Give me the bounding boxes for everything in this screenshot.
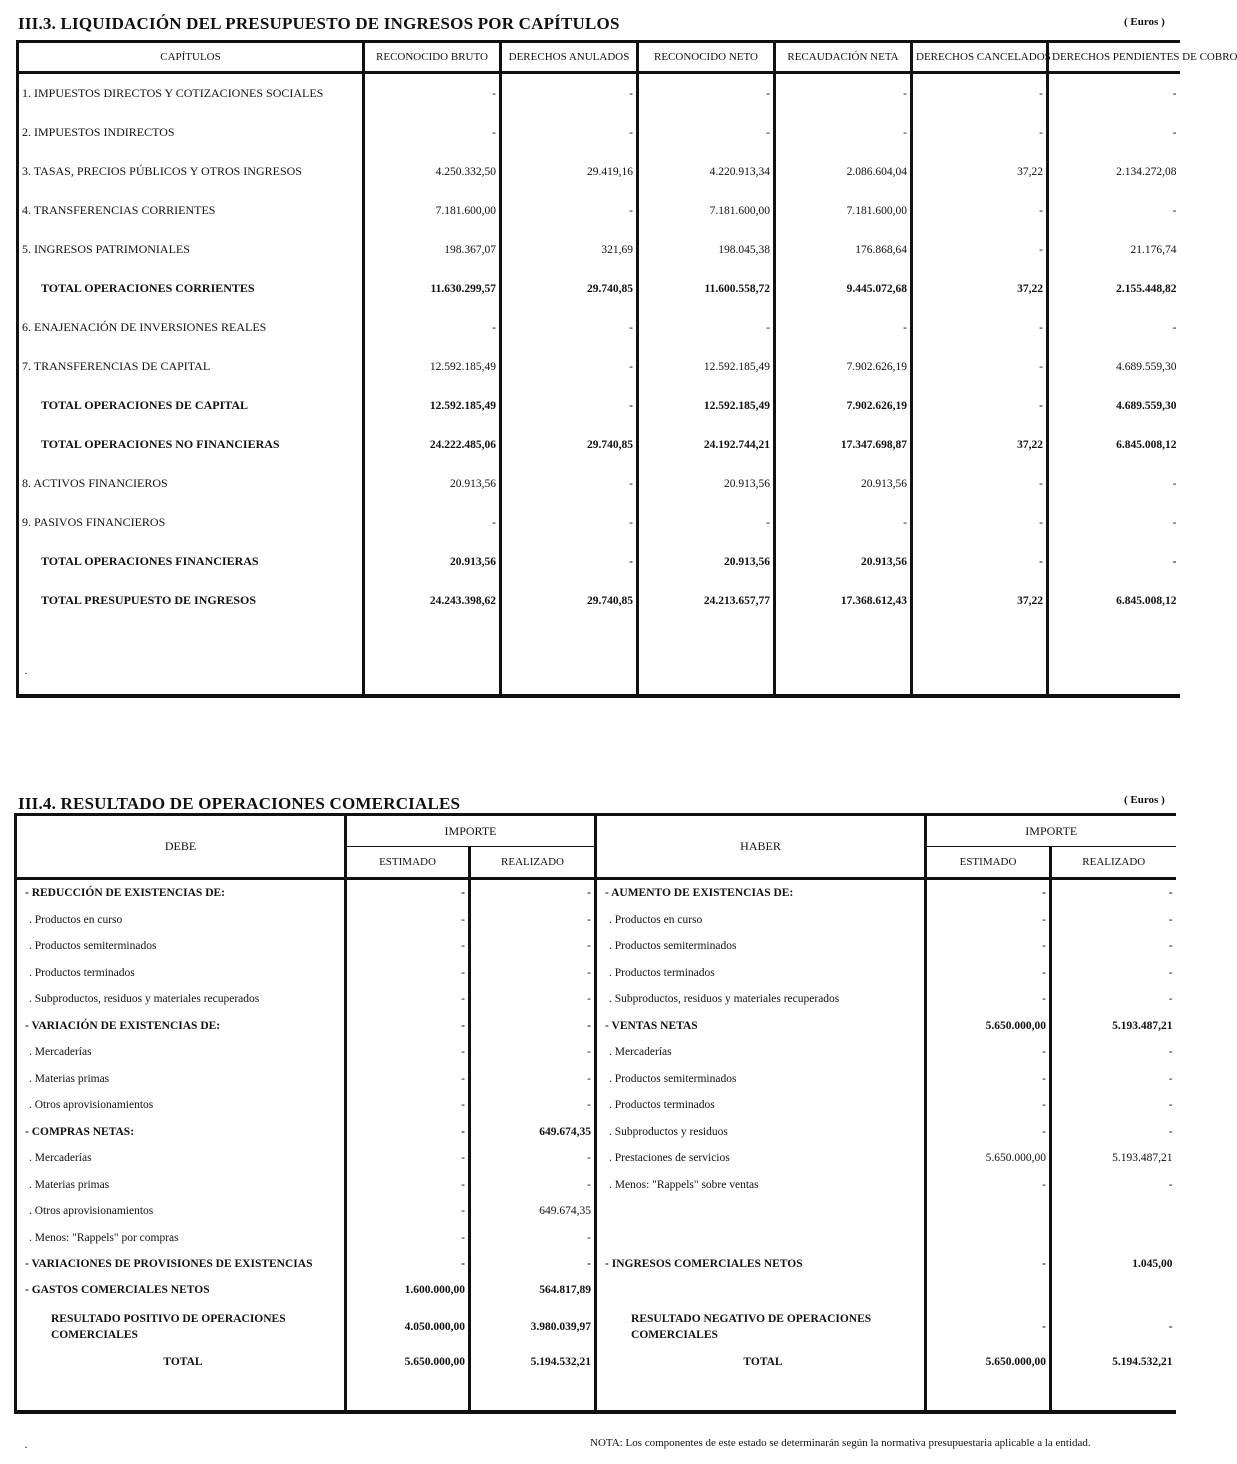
stray-mark: · bbox=[24, 666, 28, 680]
cell-value: - bbox=[912, 464, 1048, 503]
debe-realizado: - bbox=[470, 1172, 596, 1199]
table-row bbox=[16, 1225, 1176, 1252]
debe-label: - REDUCCIÓN DE EXISTENCIAS DE: bbox=[16, 879, 346, 907]
table-row bbox=[18, 269, 1180, 308]
haber-realizado bbox=[1051, 1198, 1176, 1225]
debe-label: RESULTADO POSITIVO DE OPERACIONES COMERCIALES bbox=[16, 1302, 346, 1352]
cell-value: 29.740,85 bbox=[501, 581, 638, 620]
debe-realizado: - bbox=[470, 933, 596, 960]
cell-value: - bbox=[912, 191, 1048, 230]
cell-value: 4.250.332,50 bbox=[364, 152, 501, 191]
cell-value: 20.913,56 bbox=[638, 542, 775, 581]
haber-estimado: - bbox=[926, 907, 1051, 934]
debe-realizado: - bbox=[470, 986, 596, 1013]
debe-realizado: - bbox=[470, 1251, 596, 1278]
table-row bbox=[18, 581, 1180, 620]
cell-value: 6.845.008,12 bbox=[1116, 594, 1177, 607]
haber-realizado: - bbox=[1168, 940, 1173, 953]
table-row bbox=[18, 113, 1180, 152]
haber-estimado: - bbox=[926, 960, 1051, 987]
cell-value: - bbox=[501, 347, 638, 386]
section1-title: III.3. LIQUIDACIÓN DEL PRESUPUESTO DE INGRESOS POR CAPÍTULOS bbox=[18, 14, 620, 33]
debe-realizado: 564.817,89 bbox=[470, 1278, 596, 1302]
col-header-1: RECONOCIDO BRUTO bbox=[364, 42, 501, 73]
row-label: 7. TRANSFERENCIAS DE CAPITAL bbox=[18, 347, 364, 386]
cell-value: 12.592.185,49 bbox=[364, 386, 501, 425]
cell-value: - bbox=[364, 503, 501, 542]
cell-value: 37,22 bbox=[912, 425, 1048, 464]
table-row bbox=[18, 230, 1180, 269]
haber-estimado: - bbox=[926, 1119, 1051, 1146]
cell-value: 24.222.485,06 bbox=[364, 425, 501, 464]
haber-label: . Subproductos, residuos y materiales recuperados bbox=[596, 986, 926, 1013]
table-row bbox=[16, 1251, 1176, 1278]
cell-value: - bbox=[638, 503, 775, 542]
haber-estimado: 5.650.000,00 bbox=[926, 1013, 1051, 1040]
cell-value: 12.592.185,49 bbox=[638, 386, 775, 425]
cell-value: - bbox=[912, 542, 1048, 581]
cell-value: - bbox=[775, 113, 912, 152]
cell-value: - bbox=[1172, 204, 1177, 217]
cell-value: 7.902.626,19 bbox=[775, 347, 912, 386]
cell-value: 4.689.559,30 bbox=[1116, 399, 1177, 412]
debe-label: - GASTOS COMERCIALES NETOS bbox=[16, 1278, 346, 1302]
table-row bbox=[18, 308, 1180, 347]
debe-realizado: - bbox=[470, 1092, 596, 1119]
table-filler-row bbox=[18, 620, 1180, 696]
table-row bbox=[18, 73, 1180, 114]
table-row bbox=[16, 1092, 1176, 1119]
debe-realizado: - bbox=[470, 879, 596, 907]
debe-realizado: - bbox=[470, 960, 596, 987]
debe-estimado: - bbox=[346, 879, 470, 907]
cell-value: 24.192.744,21 bbox=[638, 425, 775, 464]
debe-estimado: - bbox=[346, 1172, 470, 1199]
debe-estimado: - bbox=[346, 1225, 470, 1252]
haber-label: . Productos semiterminados bbox=[596, 933, 926, 960]
cell-value: 20.913,56 bbox=[364, 464, 501, 503]
haber-estimado bbox=[926, 1278, 1051, 1302]
haber-estimado: - bbox=[926, 879, 1051, 907]
table-row bbox=[16, 1172, 1176, 1199]
row-label: 9. PASIVOS FINANCIEROS bbox=[18, 503, 364, 542]
table-row bbox=[18, 386, 1180, 425]
cell-value: 29.740,85 bbox=[501, 425, 638, 464]
cell-value: - bbox=[912, 347, 1048, 386]
table-row bbox=[16, 1278, 1176, 1302]
cell-value: - bbox=[912, 113, 1048, 152]
haber-estimado: - bbox=[926, 1039, 1051, 1066]
haber-realizado: - bbox=[1168, 887, 1173, 900]
debe-estimado: - bbox=[346, 1013, 470, 1040]
debe-estimado: - bbox=[346, 1251, 470, 1278]
haber-realizado: 5.194.532,21 bbox=[1112, 1355, 1173, 1368]
cell-value: 37,22 bbox=[912, 152, 1048, 191]
cell-value: - bbox=[912, 503, 1048, 542]
empty-cell bbox=[346, 1372, 470, 1412]
empty-cell bbox=[16, 1372, 346, 1412]
section2-units: ( Euros ) bbox=[1124, 794, 1165, 806]
cell-value: - bbox=[912, 386, 1048, 425]
haber-estimado: 5.650.000,00 bbox=[926, 1352, 1051, 1372]
haber-label: . Menos: "Rappels" sobre ventas bbox=[596, 1172, 926, 1199]
row-label: 4. TRANSFERENCIAS CORRIENTES bbox=[18, 191, 364, 230]
section2-title: III.4. RESULTADO DE OPERACIONES COMERCIALES bbox=[18, 794, 461, 813]
cell-value: - bbox=[775, 308, 912, 347]
debe-realizado: 649.674,35 bbox=[470, 1119, 596, 1146]
col-header-2: DERECHOS ANULADOS bbox=[501, 42, 638, 73]
haber-estimado-header: ESTIMADO bbox=[926, 847, 1051, 879]
empty-cell bbox=[775, 620, 912, 696]
cell-value: 4.220.913,34 bbox=[638, 152, 775, 191]
debe-label: - VARIACIONES DE PROVISIONES DE EXISTENCIAS bbox=[16, 1251, 346, 1278]
table-row bbox=[16, 1302, 1176, 1352]
debe-realizado: 3.980.039,97 bbox=[470, 1302, 596, 1352]
haber-estimado: - bbox=[926, 1302, 1051, 1352]
empty-cell bbox=[364, 620, 501, 696]
debe-label: . Subproductos, residuos y materiales recuperados bbox=[16, 986, 346, 1013]
debe-estimado: 4.050.000,00 bbox=[346, 1302, 470, 1352]
haber-estimado: - bbox=[926, 986, 1051, 1013]
table-row bbox=[18, 425, 1180, 464]
haber-label bbox=[596, 1225, 926, 1252]
debe-estimado: - bbox=[346, 1119, 470, 1146]
cell-value: - bbox=[1172, 516, 1177, 529]
cell-value: 20.913,56 bbox=[775, 464, 912, 503]
empty-cell bbox=[1051, 1372, 1176, 1412]
row-label: 8. ACTIVOS FINANCIEROS bbox=[18, 464, 364, 503]
row-label: 6. ENAJENACIÓN DE INVERSIONES REALES bbox=[18, 308, 364, 347]
debe-realizado: - bbox=[470, 1013, 596, 1040]
table-filler-row bbox=[16, 1372, 1176, 1412]
col-header-3: RECONOCIDO NETO bbox=[638, 42, 775, 73]
cell-value: 17.368.612,43 bbox=[775, 581, 912, 620]
table-row bbox=[18, 503, 1180, 542]
debe-label: . Productos en curso bbox=[16, 907, 346, 934]
haber-label: TOTAL bbox=[596, 1352, 926, 1372]
table-row bbox=[16, 1352, 1176, 1372]
table-row bbox=[18, 152, 1180, 191]
table-row bbox=[16, 960, 1176, 987]
haber-realizado: 5.193.487,21 bbox=[1112, 1019, 1173, 1032]
haber-realizado: - bbox=[1168, 1099, 1173, 1112]
cell-value: - bbox=[638, 308, 775, 347]
haber-realizado: - bbox=[1168, 993, 1173, 1006]
debe-label: - VARIACIÓN DE EXISTENCIAS DE: bbox=[16, 1013, 346, 1040]
cell-value: - bbox=[912, 308, 1048, 347]
cell-value: - bbox=[912, 230, 1048, 269]
haber-label: - VENTAS NETAS bbox=[596, 1013, 926, 1040]
cell-value: - bbox=[775, 73, 912, 114]
haber-label: - AUMENTO DE EXISTENCIAS DE: bbox=[596, 879, 926, 907]
debe-realizado: - bbox=[470, 1066, 596, 1093]
haber-realizado bbox=[1051, 1225, 1176, 1252]
debe-estimado: - bbox=[346, 986, 470, 1013]
table-row bbox=[16, 1198, 1176, 1225]
haber-estimado: - bbox=[926, 1092, 1051, 1119]
table-row bbox=[16, 933, 1176, 960]
haber-realizado: 1.045,00 bbox=[1132, 1258, 1173, 1271]
haber-realizado: - bbox=[1168, 1072, 1173, 1085]
debe-label: . Mercaderías bbox=[16, 1039, 346, 1066]
haber-estimado bbox=[926, 1198, 1051, 1225]
debe-label: TOTAL bbox=[16, 1352, 346, 1372]
table-row bbox=[16, 1066, 1176, 1093]
cell-value: 198.367,07 bbox=[364, 230, 501, 269]
empty-cell bbox=[1048, 620, 1180, 696]
cell-value: 176.868,64 bbox=[775, 230, 912, 269]
cell-value: 37,22 bbox=[912, 269, 1048, 308]
col-header-0: CAPÍTULOS bbox=[18, 42, 364, 73]
table-row bbox=[16, 1039, 1176, 1066]
commercial-operations-table bbox=[14, 813, 1176, 1414]
debe-realizado-header: REALIZADO bbox=[470, 847, 596, 879]
table-row bbox=[18, 542, 1180, 581]
debe-label: . Otros aprovisionamientos bbox=[16, 1092, 346, 1119]
table-row bbox=[16, 986, 1176, 1013]
row-label: TOTAL OPERACIONES CORRIENTES bbox=[18, 269, 364, 308]
empty-cell bbox=[470, 1372, 596, 1412]
cell-value: - bbox=[1172, 477, 1177, 490]
col-header-6: DERECHOS PENDIENTES DE COBRO bbox=[1048, 42, 1180, 73]
cell-value: - bbox=[364, 113, 501, 152]
cell-value: 29.419,16 bbox=[501, 152, 638, 191]
cell-value: 2.134.272,08 bbox=[1116, 165, 1177, 178]
haber-label: . Productos terminados bbox=[596, 960, 926, 987]
haber-label: - INGRESOS COMERCIALES NETOS bbox=[596, 1251, 926, 1278]
cell-value: - bbox=[912, 73, 1048, 114]
haber-realizado: - bbox=[1168, 1320, 1173, 1333]
debe-realizado: 5.194.532,21 bbox=[470, 1352, 596, 1372]
cell-value: 4.689.559,30 bbox=[1116, 360, 1177, 373]
table-row bbox=[16, 907, 1176, 934]
haber-estimado bbox=[926, 1225, 1051, 1252]
cell-value: 7.902.626,19 bbox=[775, 386, 912, 425]
haber-label bbox=[596, 1198, 926, 1225]
debe-estimado: - bbox=[346, 1066, 470, 1093]
haber-label: . Productos semiterminados bbox=[596, 1066, 926, 1093]
debe-estimado-header: ESTIMADO bbox=[346, 847, 470, 879]
row-label: TOTAL OPERACIONES NO FINANCIERAS bbox=[18, 425, 364, 464]
haber-header: HABER bbox=[596, 815, 926, 879]
stray-mark: · bbox=[24, 1440, 28, 1454]
haber-label: . Mercaderías bbox=[596, 1039, 926, 1066]
debe-estimado: - bbox=[346, 907, 470, 934]
haber-importe-header: IMPORTE bbox=[926, 815, 1176, 847]
table-row bbox=[16, 1145, 1176, 1172]
cell-value: 198.045,38 bbox=[638, 230, 775, 269]
haber-realizado: - bbox=[1168, 1125, 1173, 1138]
debe-label: . Productos semiterminados bbox=[16, 933, 346, 960]
debe-realizado: - bbox=[470, 1225, 596, 1252]
debe-label: - COMPRAS NETAS: bbox=[16, 1119, 346, 1146]
debe-realizado: - bbox=[470, 1145, 596, 1172]
empty-cell bbox=[501, 620, 638, 696]
haber-realizado: - bbox=[1168, 1178, 1173, 1191]
haber-realizado: - bbox=[1168, 966, 1173, 979]
cell-value: 7.181.600,00 bbox=[638, 191, 775, 230]
col-header-5: DERECHOS CANCELADOS bbox=[912, 42, 1048, 73]
debe-estimado: - bbox=[346, 1145, 470, 1172]
haber-estimado: - bbox=[926, 1066, 1051, 1093]
haber-realizado-header: REALIZADO bbox=[1051, 847, 1176, 879]
cell-value: - bbox=[364, 308, 501, 347]
cell-value: - bbox=[501, 191, 638, 230]
debe-label: . Otros aprovisionamientos bbox=[16, 1198, 346, 1225]
debe-estimado: - bbox=[346, 1198, 470, 1225]
cell-value: - bbox=[638, 73, 775, 114]
cell-value: 321,69 bbox=[501, 230, 638, 269]
cell-value: 12.592.185,49 bbox=[638, 347, 775, 386]
debe-estimado: 1.600.000,00 bbox=[346, 1278, 470, 1302]
cell-value: - bbox=[501, 542, 638, 581]
haber-estimado: 5.650.000,00 bbox=[926, 1145, 1051, 1172]
debe-estimado: 5.650.000,00 bbox=[346, 1352, 470, 1372]
haber-realizado bbox=[1051, 1278, 1176, 1302]
haber-label: . Productos terminados bbox=[596, 1092, 926, 1119]
cell-value: 2.086.604,04 bbox=[775, 152, 912, 191]
footnote: NOTA: Los componentes de este estado se determinarán según la normativa presupuestaria aplicable a la entidad. bbox=[590, 1437, 1091, 1449]
haber-label: . Subproductos y residuos bbox=[596, 1119, 926, 1146]
cell-value: 9.445.072,68 bbox=[775, 269, 912, 308]
haber-label: . Productos en curso bbox=[596, 907, 926, 934]
debe-importe-header: IMPORTE bbox=[346, 815, 596, 847]
cell-value: - bbox=[501, 464, 638, 503]
income-budget-table bbox=[16, 40, 1237, 698]
row-label: 3. TASAS, PRECIOS PÚBLICOS Y OTROS INGRESOS bbox=[18, 152, 364, 191]
cell-value: 12.592.185,49 bbox=[364, 347, 501, 386]
cell-value: 7.181.600,00 bbox=[775, 191, 912, 230]
cell-value: 20.913,56 bbox=[638, 464, 775, 503]
cell-value: - bbox=[501, 503, 638, 542]
cell-value: 11.600.558,72 bbox=[638, 269, 775, 308]
cell-value: 2.155.448,82 bbox=[1116, 282, 1177, 295]
table1-header-row bbox=[18, 42, 1180, 73]
debe-estimado: - bbox=[346, 933, 470, 960]
cell-value: - bbox=[501, 308, 638, 347]
cell-value: - bbox=[1172, 126, 1177, 139]
cell-value: 24.243.398,62 bbox=[364, 581, 501, 620]
cell-value: - bbox=[1172, 321, 1177, 334]
cell-value: - bbox=[501, 113, 638, 152]
table-row bbox=[18, 191, 1180, 230]
empty-cell bbox=[638, 620, 775, 696]
haber-estimado: - bbox=[926, 1172, 1051, 1199]
debe-label: . Mercaderías bbox=[16, 1145, 346, 1172]
col-header-4: RECAUDACIÓN NETA bbox=[775, 42, 912, 73]
empty-cell bbox=[926, 1372, 1051, 1412]
debe-label: . Materias primas bbox=[16, 1066, 346, 1093]
cell-value: - bbox=[501, 73, 638, 114]
debe-estimado: - bbox=[346, 1039, 470, 1066]
table-row bbox=[18, 464, 1180, 503]
cell-value: - bbox=[638, 113, 775, 152]
cell-value: 20.913,56 bbox=[775, 542, 912, 581]
cell-value: - bbox=[501, 386, 638, 425]
cell-value: 37,22 bbox=[912, 581, 1048, 620]
haber-estimado: - bbox=[926, 933, 1051, 960]
debe-label: . Materias primas bbox=[16, 1172, 346, 1199]
debe-label: . Menos: "Rappels" por compras bbox=[16, 1225, 346, 1252]
haber-estimado: - bbox=[926, 1251, 1051, 1278]
table-row bbox=[16, 1013, 1176, 1040]
cell-value: 17.347.698,87 bbox=[775, 425, 912, 464]
table-row bbox=[18, 347, 1180, 386]
debe-realizado: 649.674,35 bbox=[470, 1198, 596, 1225]
cell-value: 6.845.008,12 bbox=[1116, 438, 1177, 451]
cell-value: - bbox=[1172, 555, 1177, 568]
debe-label: . Productos terminados bbox=[16, 960, 346, 987]
haber-label: RESULTADO NEGATIVO DE OPERACIONES COMERCIALES bbox=[596, 1302, 926, 1352]
empty-cell bbox=[912, 620, 1048, 696]
row-label: 1. IMPUESTOS DIRECTOS Y COTIZACIONES SOCIALES bbox=[18, 73, 364, 114]
cell-value: 20.913,56 bbox=[364, 542, 501, 581]
cell-value: 24.213.657,77 bbox=[638, 581, 775, 620]
cell-value: - bbox=[364, 73, 501, 114]
cell-value: 21.176,74 bbox=[1130, 243, 1177, 256]
cell-value: - bbox=[775, 503, 912, 542]
cell-value: - bbox=[1172, 87, 1177, 100]
debe-header: DEBE bbox=[16, 815, 346, 879]
debe-realizado: - bbox=[470, 1039, 596, 1066]
haber-realizado: - bbox=[1168, 1046, 1173, 1059]
row-label: TOTAL PRESUPUESTO DE INGRESOS bbox=[18, 581, 364, 620]
debe-estimado: - bbox=[346, 1092, 470, 1119]
row-label: TOTAL OPERACIONES FINANCIERAS bbox=[18, 542, 364, 581]
haber-realizado: 5.193.487,21 bbox=[1112, 1152, 1173, 1165]
section1-units: ( Euros ) bbox=[1124, 16, 1165, 28]
debe-realizado: - bbox=[470, 907, 596, 934]
table-row bbox=[16, 879, 1176, 907]
empty-cell bbox=[18, 620, 364, 696]
row-label: 2. IMPUESTOS INDIRECTOS bbox=[18, 113, 364, 152]
empty-cell bbox=[596, 1372, 926, 1412]
cell-value: 11.630.299,57 bbox=[364, 269, 501, 308]
row-label: 5. INGRESOS PATRIMONIALES bbox=[18, 230, 364, 269]
table-row bbox=[16, 1119, 1176, 1146]
cell-value: 7.181.600,00 bbox=[364, 191, 501, 230]
haber-realizado: - bbox=[1168, 913, 1173, 926]
cell-value: 29.740,85 bbox=[501, 269, 638, 308]
haber-label bbox=[596, 1278, 926, 1302]
debe-estimado: - bbox=[346, 960, 470, 987]
row-label: TOTAL OPERACIONES DE CAPITAL bbox=[18, 386, 364, 425]
haber-label: . Prestaciones de servicios bbox=[596, 1145, 926, 1172]
